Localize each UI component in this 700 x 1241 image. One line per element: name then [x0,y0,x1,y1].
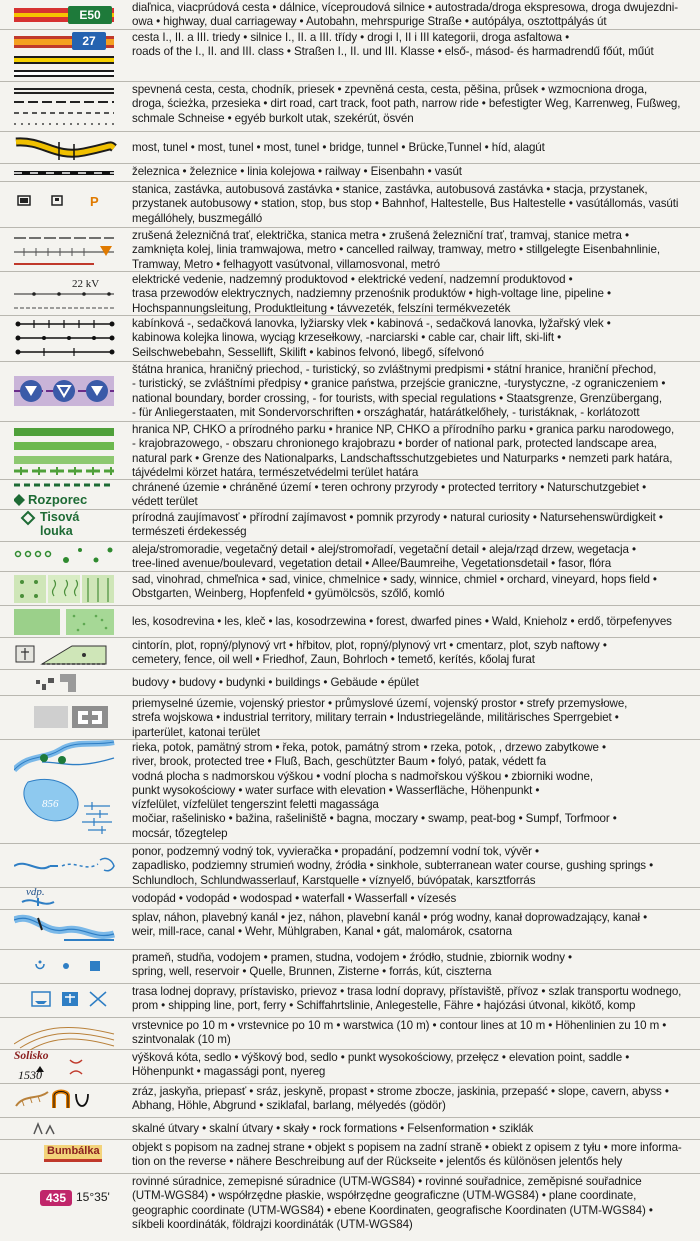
shipping-port-ferry-icon [14,984,126,1018]
rock-formations-symbol [14,1118,126,1139]
river-lake-swamp-icon [14,740,126,844]
legend-row-contours [0,1018,700,1050]
legend-text: aleja/stromoradie, vegetačný detail • alej/stromořadí, vegetační detail • aleja/rząd drzew, wegetacja • tree-lined avenue/boulevard, vegetation detail • Allee/Baumreihe, Vegetationsdetail • fasor, flóra [132,543,636,571]
legend-row-rock-formations [0,1118,700,1140]
legend-row-bridge-tunnel [0,132,700,164]
legend-text: rieka, potok, pamätný strom • řeka, potok, památný strom • rzeka, potok, , drzewo zabytkowe • river, brook, protected tree • Fluß, Bach, geschützter Baum • folyó, patak, védett fa vodná plocha s nadmorskou výškou • vodní plocha s nadmořskou výškou • zbiorniki wodne, punkt wysokościowy • water surface with elevation • Wasserfläche, Höhenpunkt • vízfelület, vízfelület tengerszint feletti magassága močiar, rašelinisko • bažina, rašeliniště • bagna, moczary • swamp, peat-bog • Sumpf, Torfmoor • mocsár, tőzegtelep [132,741,617,840]
protected-territory-symbol [14,480,126,509]
shipping-symbol [14,984,126,1017]
rivers-water-symbol [14,740,126,843]
legend-row-highway [0,0,700,30]
power-line-icon [14,272,126,316]
cable-car-lift-icon [14,316,126,362]
legend-row-industrial [0,696,700,740]
legend-text: vrstevnice po 10 m • vrstevnice po 10 m • warstwica (10 m) • contour lines at 10 m • Höhenlinien zu 10 m • szintvonalak (10 m) [132,1019,667,1047]
voltage-label: 22 kV [72,278,100,290]
legend-text: prírodná zaujímavosť • přírodní zajímavost • pomnik przyrody • natural curiosity • Natursehenswürdigkeit • természeti érdekesség [132,511,663,539]
object-reverse-symbol [14,1140,126,1173]
legend-row-power-line [0,272,700,316]
legend-row-waterfall [0,888,700,910]
cable-car-symbol [14,316,126,361]
cemetery-symbol [14,638,126,669]
buildings-symbol [14,670,126,695]
legend-text: zrušená železničná trať, električka, stanica metra • zrušená železniční trať, tramvaj, stanice metra • zamknięta kolej, linia tramwajowa, metro • cancelled railway, tramway, metro • stillgelegte Eisenbahnlinie, Tramway, Metro • felhagyott vasútvonal, villamosvonal, metró [132,229,660,271]
bridge-tunnel-symbol [14,132,126,163]
tree-row-icon [14,542,126,572]
industrial-military-icon [14,696,126,740]
spring-well-symbol [14,950,126,983]
legend-text: spevnená cesta, cesta, chodník, priesek • zpevněná cesta, cesta, pěšina, průsek • wzmocniona droga, droga, ścieżka, przesieka • dirt road, cart track, foot path, narrow ride • befestigter Weg, Karrenweg, Fußweg, schmale Schneise • egyéb burkolt utak, szekérút, ösvén [132,83,681,125]
legend-text: sad, vinohrad, chmeľnica • sad, vinice, chmelnice • sady, winnice, chmiel • orchard, vineyard, hops field • Obstgarten, Weinberg, Hopfenfeld • gyümölcsös, szőlő, komló [132,573,657,601]
legend-row-dirt-roads [0,82,700,132]
legend-row-cliff-cave [0,1084,700,1118]
power-line-symbol [14,272,126,315]
solisko-label: Solisko [14,1050,49,1062]
legend-row-buildings [0,670,700,696]
legend-text: splav, náhon, plavebný kanál • jez, náhon, plavební kanál • próg wodny, kanał doprowadzający, kanał • weir, mill-race, canal • Wehr, Mühlgraben, Kanal • gát, malomárok, csatorna [132,911,648,939]
legend-row-cable-car [0,316,700,362]
legend-row-elevation [0,1050,700,1084]
legend-text: priemyselné územie, vojenský priestor • průmyslové území, vojenský prostor • strefy przemysłowe, strefa wojskowa • industrial territory, military terrain • Industriegelände, militärisches Sperrgebiet • iparterület, katonai terület [132,697,628,739]
sinkhole-symbol [14,844,126,887]
legend-text: kabínková -, sedačková lanovka, lyžiarsky vlek • kabinová -, sedačková lanovka, lyžařský vlek • kabinowa kolejka linowa, wyciąg krzesełkowy, -narciarski • cable car, chair lift, ski-lift • Seilschwebebahn, Sessellift, Skilift • kabinos felvonó, libegő, sífelvonó [132,317,611,359]
legend-row-spring-well [0,950,700,984]
sinkhole-spring-icon [14,844,126,888]
legend-row-cancelled-railway [0,228,700,272]
contours-symbol [14,1018,126,1049]
legend-row-rivers-water-swamp [0,740,700,844]
legend-text: most, tunel • most, tunel • most, tunel • bridge, tunnel • Brücke,Tunnel • híd, alagút [132,141,545,154]
industrial-symbol [14,696,126,739]
spring-well-reservoir-icon [14,950,126,984]
legend-row-station [0,182,700,228]
road-number-27: 27 [82,34,96,48]
legend-row-national-park [0,422,700,480]
legend-text: cintorín, plot, ropný/plynový vrt • hřbitov, plot, ropný/plynový vrt • cmentarz, plot, szyb naftowy • cemetery, fence, oil well • Friedhof, Zaun, Bohrloch • temető, kerítés, kőolaj furat [132,639,607,667]
legend-text: výšková kóta, sedlo • výškový bod, sedlo • punkt wysokościowy, przełęcz • elevation point, saddle • Höhenpunkt • magassági pont, nyereg [132,1051,630,1079]
legend-row-railway [0,164,700,182]
forest-symbol [14,606,126,637]
geo-coordinate-label: 15°35' [76,1190,110,1204]
bridge-tunnel-icon [14,132,126,164]
weir-millrace-canal-icon [14,910,126,950]
cemetery-fence-oilwell-icon [14,638,126,670]
station-symbol [14,182,126,227]
tisova-louka-label: Tisová louka [40,510,80,538]
border-crossing-icon [14,362,126,422]
natural-curiosity-symbol [14,510,126,541]
roads-symbol [14,30,126,81]
legend-text: skalné útvary • skalní útvary • skały • rock formations • Felsenformation • sziklák [132,1122,534,1135]
legend-row-weir [0,910,700,950]
tram-metro-icon [14,228,126,272]
legend-text: budovy • budovy • budynki • buildings • Gebäude • épület [132,676,419,689]
legend-row-natural-curiosity [0,510,700,542]
legend-text: objekt s popisom na zadnej strane • objekt s popisem na zadní straně • obiekt z opisem z tyłu • more informa- tion on the reverse • nähere Beschreibung auf der Rückseite • jelentős és különösen jelentős hely [132,1141,682,1169]
legend-row-cemetery [0,638,700,670]
slope-cave-abyss-icon [14,1084,126,1118]
coordinates-symbol [14,1174,126,1241]
legend-text: stanica, zastávka, autobusová zastávka • stanice, zastávka, autobusová zastávka • stacja, przystanek, przystanek autobusowy • station, stop, bus stop • Bahnhof, Haltestelle, Bus Haltestelle • vasútállomás, vasúti megállóhely, buszmegálló [132,183,679,225]
rock-formation-icon [14,1118,126,1140]
legend-text: štátna hranica, hraničný priechod, - turistický, so zvláštnymi predpismi • státní hranice, hraniční přechod, - turistický, se zvláštními předpisy • granice państwa, przejście graniczne, -turystyczne, -z ograniczeniem • national boundary, border crossing, - for tourists, with special regulations • Staatsgrenze, Grenzübergang, - für Anliegerstaaten, mit Sondervorschriften • országhatár, határátkelőhely, - turistáknak, - korlátozott [132,363,666,419]
legend-text: železnica • železnice • linia kolejowa • railway • Eisenbahn • vasút [132,165,462,178]
road-classes-icon [14,30,126,82]
rozporec-label: Rozporec [28,492,88,507]
waterfall-symbol [14,888,126,909]
bumbalka-label: Bumbálka [47,1145,100,1157]
dirt-road-lines-icon [14,82,126,132]
elevation-value: 1530 [18,1068,42,1082]
waterfall-abbrev: vdp. [26,886,45,898]
e50-road-number: E50 [79,8,101,22]
legend-text: zráz, jaskyňa, priepasť • sráz, jeskyně, propast • strome zbocze, jaskinia, przepaść • slope, cavern, abyss • Abhang, Höhle, Abgrund • sziklafal, barlang, mélyedés (gödör) [132,1085,669,1113]
railway-line-icon [14,164,126,182]
cliff-cave-symbol [14,1084,126,1117]
highway-symbol [14,0,126,29]
legend-text: diaľnica, viacprúdová cesta • dálnice, víceproudová silnice • autostrada/droga ekspresowa, droga dwujezdni- owa • highway, dual carriageway • Autobahn, mehrspurige Straße • autópálya, osztottpályás út [132,1,679,29]
legend-row-shipping [0,984,700,1018]
railway-symbol [14,164,126,181]
legend-text: les, kosodrevina • les, kleč • las, kosodrzewina • forest, dwarfed pines • Wald, Knieholz • erdő, törpefenyves [132,615,672,628]
national-park-symbol [14,422,126,479]
legend-row-roads [0,30,700,82]
park-border-icon [14,422,126,480]
legend-row-orchard [0,572,700,606]
legend-row-coordinates [0,1174,700,1241]
legend-row-protected-territory [0,480,700,510]
legend-text: ponor, podzemný vodný tok, vyvieračka • propadání, podzemní vodní tok, vývěr • zapadlisko, podziemny strumień wodny, źródła • sinkhole, subterranean water course, gushing springs • Schlundloch, Schlundwasserlauf, Karstquelle • víznyelő, búvópatak, karsztforrás [132,845,654,887]
orchard-vineyard-hops-icon [14,572,126,606]
legend-row-sinkhole [0,844,700,888]
dirt-roads-symbol [14,82,126,131]
station-stop-bus-icon [14,182,126,228]
svg-text:P: P [90,194,99,209]
elevation-symbol [14,1050,126,1083]
cancelled-railway-symbol [14,228,126,271]
legend-text: chránené územie • chráněné území • teren ochrony przyrody • protected territory • Naturschutzgebiet • védett terület [132,481,647,509]
legend-text: vodopád • vodopád • wodospad • waterfall • Wasserfall • vízesés [132,892,457,905]
forest-dwarf-pine-icon [14,606,126,638]
legend-text: rovinné súradnice, zemepisné súradnice (UTM-WGS84) • rovinné souřadnice, zeměpisné souřadnice (UTM-WGS84) • współrzędne płaskie, współrzędne geograficzne (UTM-WGS84) • plane coordinate, geographic coordinate (UTM-WGS84) • ebene Koordinaten, geografische Koordinaten (UTM-WGS84) • síkbeli koordináták, földrajzi koordináták (UTM-WGS84) [132,1175,653,1231]
legend-row-object-reverse [0,1140,700,1174]
tree-avenue-symbol [14,542,126,571]
buildings-icon [14,670,126,696]
water-elevation-label: 856 [42,798,59,810]
legend-text: elektrické vedenie, nadzemný produktovod • elektrické vedení, nadzemní produktovod • trasa przewodów elektrycznych, nadziemny przenośnik produktów • high-voltage line, pipeline • Hochspannungsleitung, Produktleitung • távvezeték, felszíni termékvezeték [132,273,611,315]
legend-row-national-boundary [0,362,700,422]
legend-row-tree-avenue [0,542,700,572]
coordinate-number-badge: 435 [40,1190,72,1206]
legend-text: cesta I., II. a III. triedy • silnice I., II. a III. třídy • drogi I, II i III kategorii, droga asfaltowa • roads of the I., II. and III. class • Straßen I., II. und III. Klasse • első-, másod- és harmadrendű főút, műút [132,31,654,59]
orchard-symbol [14,572,126,605]
national-boundary-symbol [14,362,126,421]
weir-symbol [14,910,126,949]
legend-row-forest [0,606,700,638]
legend-text: hranica NP, CHKO a prírodného parku • hranice NP, CHKO a přírodního parku • granica parku narodowego, - krajobrazowego, - obszaru chronionego krajobrazu • border of national park, protected landscape area, natural park • Grenze des Nationalparks, Landschaftsschutzgebietes und Naturparks • nemzeti park határa, tájvédelmi körzet határa, természetvédelmi terület határa [132,423,675,479]
contour-lines-icon [14,1018,126,1050]
legend-text: prameň, studňa, vodojem • pramen, studna, vodojem • źródło, studnie, zbiornik wodny • spring, well, reservoir • Quelle, Brunnen, Zisterne • forrás, kút, ciszterna [132,951,572,979]
legend-text: trasa lodnej dopravy, prístavisko, prievoz • trasa lodní dopravy, přístaviště, přívoz • szlak transportu wodnego, prom • shipping line, port, ferry • Schiffahrtslinie, Anlegestelle, Fähre • hajózási útvonal, kikötő, komp [132,985,682,1013]
